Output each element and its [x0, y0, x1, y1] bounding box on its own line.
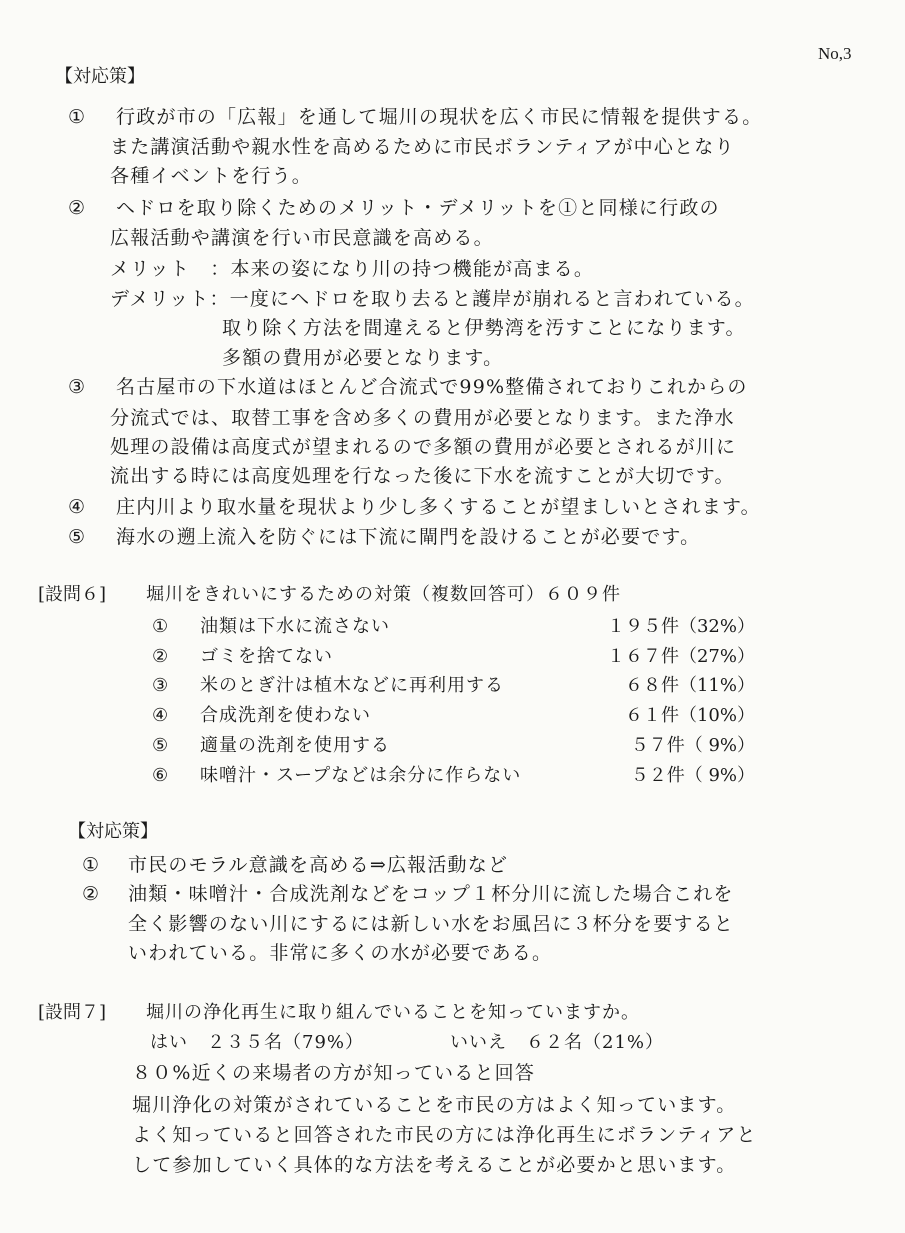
- section1-item3-line1: 名古屋市の下水道はほとんど合流式で99%整備されておりこれからの: [116, 376, 748, 398]
- q6-row2-label: ゴミを捨てない: [200, 646, 333, 667]
- section2-item1-line1: 市民のモラル意識を高める⇒広報活動など: [128, 854, 509, 876]
- section1-item4-line1: 庄内川より取水量を現状より少し多くすることが望ましいとされます。: [116, 496, 761, 518]
- q6-row2-num: ②: [152, 646, 169, 667]
- question7-line4: して参加していく具体的な方法を考えることが必要かと思います。: [132, 1154, 737, 1176]
- q6-row6-value: ５２件（ 9%）: [630, 765, 755, 786]
- section2-item2-line3: いわれている。非常に多くの水が必要である。: [128, 942, 553, 964]
- question7-label: [設問７]: [38, 1002, 107, 1023]
- q6-row5-label: 適量の洗剤を使用する: [200, 735, 390, 756]
- question7-line3: よく知っていると回答された市民の方には浄化再生にボランティアと: [132, 1124, 757, 1146]
- question7-line2: 堀川浄化の対策がされていることを市民の方はよく知っています。: [132, 1094, 737, 1116]
- question7-line1: ８０%近くの来場者の方が知っていると回答: [132, 1062, 536, 1084]
- section2-heading: 【対応策】: [68, 821, 158, 842]
- q6-row5-num: ⑤: [152, 735, 169, 756]
- q6-row6-num: ⑥: [152, 765, 169, 786]
- section1-item2-line1: ヘドロを取り除くためのメリット・デメリットを①と同様に行政の: [116, 197, 720, 219]
- q6-row3-value: ６８件（11%）: [624, 675, 755, 696]
- section1-item4-num: ④: [68, 496, 86, 518]
- section1-item2-num: ②: [68, 197, 86, 219]
- section1-item5-num: ⑤: [68, 526, 86, 548]
- section2-item1-num: ①: [82, 854, 100, 876]
- section2-item2-num: ②: [82, 883, 100, 905]
- section2-item2-line1: 油類・味噌汁・合成洗剤などをコップ１杯分川に流した場合これを: [128, 883, 734, 905]
- q6-row5-value: ５７件（ 9%）: [630, 735, 755, 756]
- section1-item1-line3: 各種イベントを行う。: [110, 165, 313, 187]
- question7-text: 堀川の浄化再生に取り組んでいることを知っていますか。: [146, 1002, 640, 1023]
- section1-item2-merit: メリット ：本来の姿になり川の持つ機能が高まる。: [110, 258, 595, 280]
- section1-item1-line1: 行政が市の「広報」を通して堀川の現状を広く市民に情報を提供する。: [116, 106, 763, 128]
- section1-item5-line1: 海水の遡上流入を防ぐには下流に閘門を設けることが必要です。: [116, 526, 701, 548]
- q6-row6-label: 味噌汁・スープなどは余分に作らない: [200, 765, 522, 786]
- q6-row1-label: 油類は下水に流さない: [200, 616, 390, 637]
- section1-item3-line4: 流出する時には高度処理を行なった後に下水を流すことが大切です。: [110, 465, 735, 487]
- q6-row3-num: ③: [152, 675, 169, 696]
- page-number: No,3: [818, 44, 852, 63]
- q6-row3-label: 米のとぎ汁は植木などに再利用する: [200, 675, 504, 696]
- section1-item2-line2: 広報活動や講演を行い市民意識を高める。: [110, 227, 494, 249]
- q6-row4-num: ④: [152, 705, 169, 726]
- section1-item3-num: ③: [68, 376, 86, 398]
- section1-item1-num: ①: [68, 106, 86, 128]
- question6-label: [設問６]: [38, 584, 107, 605]
- section1-item2-demerit-line3: 多額の費用が必要となります。: [222, 347, 504, 369]
- q6-row4-label: 合成洗剤を使わない: [200, 705, 371, 726]
- q6-row1-value: １９５件（32%）: [606, 616, 755, 637]
- question7-no: いいえ ６２名（21%）: [450, 1032, 665, 1053]
- question7-yes: はい ２３５名（79%）: [150, 1032, 365, 1053]
- section1-heading: 【対応策】: [55, 66, 145, 87]
- q6-row2-value: １６７件（27%）: [606, 646, 755, 667]
- section1-item2-demerit: デメリット：一度にヘドロを取り去ると護岸が崩れると言われている。: [110, 288, 755, 310]
- section1-item1-line2: また講演活動や親水性を高めるために市民ボランティアが中心となり: [110, 136, 735, 158]
- section1-item3-line3: 処理の設備は高度式が望まれるので多額の費用が必要とされるが川に: [110, 436, 737, 458]
- q6-row4-value: ６１件（10%）: [624, 705, 755, 726]
- section1-item3-line2: 分流式では、取替工事を含め多くの費用が必要となります。また浄水: [110, 407, 735, 429]
- section1-item2-demerit-line2: 取り除く方法を間違えると伊勢湾を汚すことになります。: [222, 317, 746, 339]
- q6-row1-num: ①: [152, 616, 169, 637]
- question6-text: 堀川をきれいにするための対策（複数回答可）６０９件: [146, 584, 621, 605]
- section2-item2-line2: 全く影響のない川にするには新しい水をお風呂に３杯分を要すると: [128, 913, 735, 935]
